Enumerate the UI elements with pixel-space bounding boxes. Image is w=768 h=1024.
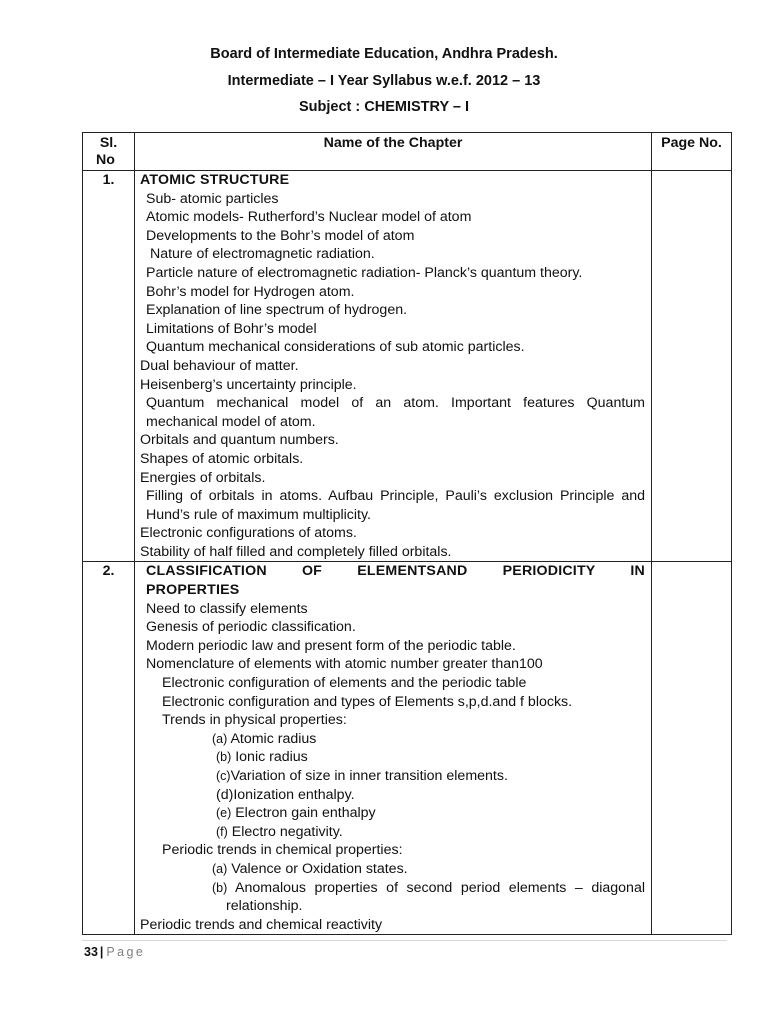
syllabus-table bbox=[82, 132, 732, 935]
chapter-2-content bbox=[135, 562, 652, 935]
chapter-2-topic: Need to classify elements bbox=[146, 600, 308, 617]
chapter-2-title-line2: PROPERTIES bbox=[146, 582, 240, 599]
chapter-2-topic: Genesis of periodic classification. bbox=[146, 619, 356, 636]
chapter-1-topic: Atomic models- Rutherford’s Nuclear model of atom bbox=[146, 209, 472, 226]
page-number: 33 bbox=[84, 945, 98, 959]
chapter-1-topic: Filling of orbitals in atoms. Aufbau Principle, Pauli’s exclusion Principle and bbox=[146, 488, 645, 505]
item-marker: (a) bbox=[212, 861, 228, 876]
item-text: Ionization enthalpy. bbox=[233, 786, 355, 803]
physical-property-item bbox=[140, 786, 645, 805]
item-text: Electron gain enthalpy bbox=[231, 805, 376, 822]
item-text: Ionic radius bbox=[231, 749, 308, 766]
chapter-2-topic: Electronic configuration of elements and the periodic table bbox=[162, 675, 527, 692]
chapter-1-topic: Heisenberg’s uncertainty principle. bbox=[140, 376, 357, 393]
column-header-sl-line1: Sl. bbox=[99, 135, 118, 151]
chapter-1-content bbox=[135, 171, 652, 562]
chapter-1-topic: Sub- atomic particles bbox=[146, 190, 279, 207]
chemical-property-continuation: relationship. bbox=[226, 898, 303, 915]
chapter-1-topic: Stability of half filled and completely filled orbitals. bbox=[140, 543, 452, 560]
physical-property-item bbox=[140, 804, 645, 823]
chapter-1-topic: Quantum mechanical model of an atom. Important features Quantum bbox=[146, 395, 645, 412]
chapter-1-topic: Hund’s rule of maximum multiplicity. bbox=[146, 506, 371, 523]
board-title: Board of Intermediate Education, Andhra Pradesh. bbox=[210, 46, 558, 62]
physical-property-item bbox=[140, 730, 645, 749]
chapter-1-topic: Electronic configurations of atoms. bbox=[140, 525, 357, 542]
chapter-1-topic: Limitations of Bohr’s model bbox=[146, 320, 317, 337]
table-row-chapter-2 bbox=[83, 562, 732, 935]
chemical-property-item bbox=[140, 860, 645, 879]
item-text: Variation of size in inner transition elements. bbox=[230, 768, 508, 784]
item-marker: (c) bbox=[216, 769, 231, 783]
chapter-1-number: 1. bbox=[83, 171, 135, 562]
chapter-1-topic: Shapes of atomic orbitals. bbox=[140, 450, 304, 467]
column-header-sl-line2: No bbox=[96, 152, 115, 168]
page-footer bbox=[84, 944, 145, 960]
item-marker: (f) bbox=[216, 824, 228, 839]
item-text: Electro negativity. bbox=[227, 823, 343, 840]
chemical-properties-heading: Periodic trends in chemical properties: bbox=[162, 842, 403, 859]
chapter-1-topic: Particle nature of electromagnetic radiation- Planck’s quantum theory. bbox=[146, 264, 583, 281]
footer-divider bbox=[82, 940, 727, 941]
column-header-sl-no bbox=[83, 133, 135, 171]
subject-title: Subject : CHEMISTRY – I bbox=[299, 99, 469, 115]
table-row-chapter-1 bbox=[83, 171, 732, 562]
physical-property-item bbox=[140, 767, 645, 786]
chapter-1-topic: Bohr’s model for Hydrogen atom. bbox=[146, 283, 355, 300]
chapter-2-title-line1: CLASSIFICATION OF ELEMENTSAND PERIODICITY IN bbox=[146, 563, 645, 580]
item-marker: (d) bbox=[216, 786, 234, 803]
item-marker: (b) bbox=[216, 750, 232, 765]
item-marker: (e) bbox=[216, 806, 232, 821]
table-header-row bbox=[83, 133, 732, 171]
item-marker: (b) bbox=[212, 880, 228, 895]
item-marker: (a) bbox=[212, 731, 228, 746]
chapter-2-topic: Trends in physical properties: bbox=[162, 712, 347, 729]
chapter-2-topic: Nomenclature of elements with atomic number greater than100 bbox=[146, 656, 543, 673]
chapter-2-topic: Periodic trends and chemical reactivity bbox=[140, 916, 383, 933]
footer-separator: | bbox=[99, 945, 104, 959]
chapter-1-topic: Quantum mechanical considerations of sub atomic particles. bbox=[146, 339, 525, 356]
chemical-property-item bbox=[140, 879, 645, 898]
item-text: Anomalous properties of second period elements – diagonal bbox=[227, 879, 645, 896]
chapter-2-page bbox=[652, 562, 732, 935]
physical-property-item bbox=[140, 823, 645, 842]
chapter-1-topic: Energies of orbitals. bbox=[140, 469, 266, 486]
column-header-chapter-name: Name of the Chapter bbox=[135, 133, 652, 171]
syllabus-title: Intermediate – I Year Syllabus w.e.f. 2012 – 13 bbox=[227, 73, 541, 89]
item-text: Atomic radius bbox=[227, 730, 317, 747]
chapter-2-number: 2. bbox=[83, 562, 135, 935]
chapter-1-topic: Developments to the Bohr’s model of atom bbox=[146, 227, 415, 244]
chapter-1-topic: Orbitals and quantum numbers. bbox=[140, 432, 339, 449]
chapter-1-topic: Nature of electromagnetic radiation. bbox=[146, 246, 375, 263]
chapter-2-topic: Modern periodic law and present form of the periodic table. bbox=[146, 637, 516, 654]
column-header-page-no: Page No. bbox=[652, 133, 732, 171]
chapter-1-topic: Explanation of line spectrum of hydrogen. bbox=[146, 302, 408, 319]
chapter-1-topic: mechanical model of atom. bbox=[146, 413, 316, 430]
item-text: Valence or Oxidation states. bbox=[227, 860, 408, 877]
chapter-1-title: ATOMIC STRUCTURE bbox=[140, 172, 290, 188]
page-word: Page bbox=[106, 945, 146, 959]
chapter-1-page bbox=[652, 171, 732, 562]
chapter-1-topic: Dual behaviour of matter. bbox=[140, 357, 299, 374]
physical-property-item bbox=[140, 748, 645, 767]
chapter-2-topic: Electronic configuration and types of Elements s,p,d.and f blocks. bbox=[162, 693, 573, 710]
